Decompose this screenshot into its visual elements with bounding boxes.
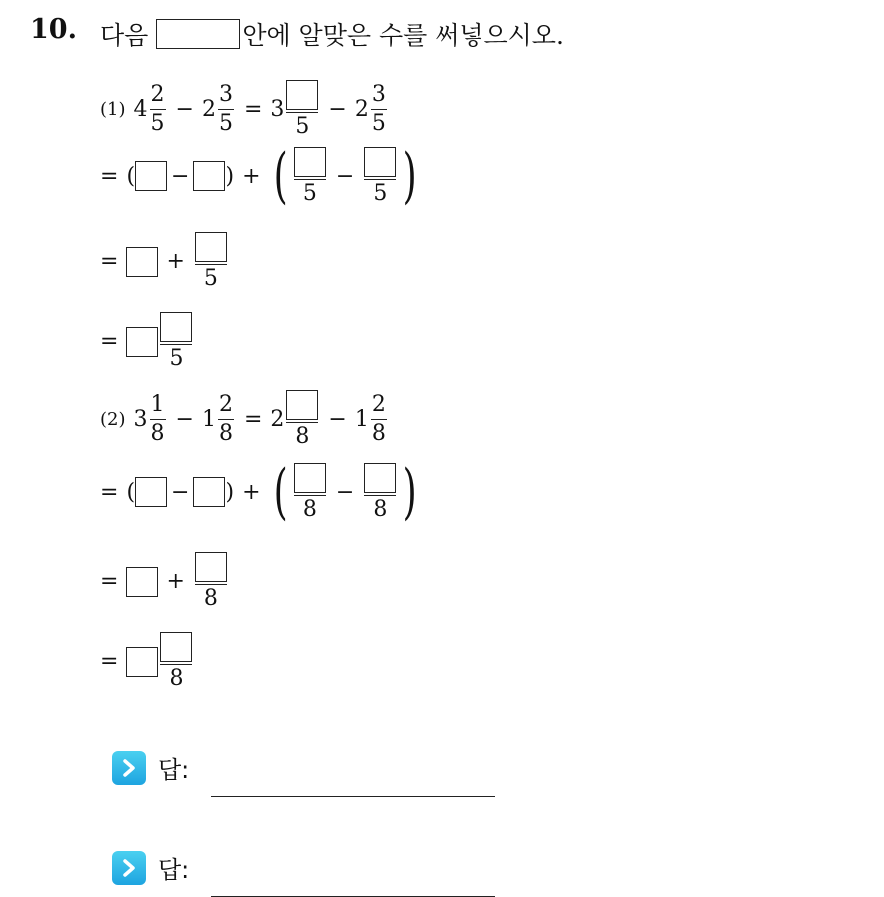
answer-input[interactable]	[211, 766, 495, 797]
answer-label: 답:	[158, 756, 190, 784]
fraction: $\frac{2}{5}$	[150, 82, 165, 136]
answer-row-2	[112, 850, 495, 885]
part1-line1	[100, 80, 389, 139]
question-number: 10.	[30, 14, 77, 45]
part-label: (1)	[100, 99, 126, 120]
fraction: 8	[294, 463, 326, 522]
blank-box[interactable]	[286, 80, 318, 110]
chevron-right-icon	[112, 851, 146, 885]
plus-sign: +	[242, 479, 261, 505]
whole-number: 2	[270, 407, 285, 432]
minus-sign: −	[171, 479, 190, 505]
minus-sign: −	[175, 97, 194, 122]
fraction: 5	[286, 80, 318, 139]
part1-line2	[100, 141, 422, 211]
question-text-after: 안에 알맞은 수를 써넣으시오.	[242, 21, 564, 50]
right-paren: )	[225, 163, 235, 189]
blank-box[interactable]	[156, 19, 240, 49]
answer-input[interactable]	[211, 866, 495, 897]
blank-box[interactable]	[160, 312, 192, 342]
whole-number: 2	[201, 97, 216, 122]
blank-box[interactable]	[294, 147, 326, 177]
whole-number: 1	[354, 407, 369, 432]
right-paren-large: )	[403, 457, 418, 527]
equals-sign: =	[100, 163, 119, 189]
part2-line3	[100, 552, 229, 611]
chevron-right-icon	[112, 751, 146, 785]
equals-sign: =	[243, 97, 263, 122]
plus-sign: +	[242, 163, 261, 189]
right-paren: )	[225, 479, 235, 505]
minus-sign: −	[171, 163, 190, 189]
fraction: 5	[160, 312, 192, 371]
plus-sign: +	[166, 569, 185, 594]
fraction: $\frac{1}{8}$	[150, 392, 165, 446]
fraction: $\frac{2}{8}$	[371, 392, 386, 446]
blank-box[interactable]	[135, 477, 167, 507]
fraction: 8	[195, 552, 227, 611]
left-paren: (	[126, 163, 136, 189]
fraction: 5	[364, 147, 396, 206]
whole-number: 3	[270, 97, 285, 122]
part1-line4	[100, 312, 194, 371]
blank-box[interactable]	[126, 327, 158, 357]
left-paren: (	[126, 479, 136, 505]
equals-sign: =	[100, 479, 119, 505]
fraction: 5	[294, 147, 326, 206]
answer-row-1	[112, 750, 495, 785]
minus-sign: −	[175, 407, 194, 432]
part2-line2	[100, 457, 422, 527]
blank-box[interactable]	[126, 247, 158, 277]
part2-line1	[100, 390, 389, 449]
whole-number: 2	[354, 97, 369, 122]
part1-line3	[100, 232, 229, 291]
fraction: 5	[195, 232, 227, 291]
answer-label: 답:	[158, 856, 190, 884]
blank-box[interactable]	[294, 463, 326, 493]
blank-box[interactable]	[286, 390, 318, 420]
blank-box[interactable]	[193, 477, 225, 507]
whole-number: 1	[201, 407, 216, 432]
question-text-before: 다음	[100, 21, 149, 50]
equals-sign: =	[243, 407, 263, 432]
part2-line4	[100, 632, 194, 691]
minus-sign: −	[328, 97, 347, 122]
blank-box[interactable]	[126, 567, 158, 597]
fraction: $\frac{3}{5}$	[371, 82, 386, 136]
fraction: 8	[160, 632, 192, 691]
fraction: 8	[364, 463, 396, 522]
equals-sign: =	[100, 569, 119, 594]
blank-box[interactable]	[364, 463, 396, 493]
blank-box[interactable]	[126, 647, 158, 677]
blank-box[interactable]	[364, 147, 396, 177]
blank-box[interactable]	[160, 632, 192, 662]
plus-sign: +	[166, 249, 185, 274]
minus-sign: −	[335, 163, 355, 189]
fraction: $\frac{2}{8}$	[218, 392, 233, 446]
fraction: $\frac{3}{5}$	[218, 82, 233, 136]
left-paren-large: (	[273, 457, 288, 527]
blank-box[interactable]	[195, 552, 227, 582]
question-text	[100, 16, 564, 52]
equals-sign: =	[100, 249, 119, 274]
whole-number: 4	[133, 97, 148, 122]
blank-box[interactable]	[135, 161, 167, 191]
part-label: (2)	[100, 409, 126, 430]
equals-sign: =	[100, 329, 119, 354]
blank-box[interactable]	[193, 161, 225, 191]
left-paren-large: (	[273, 141, 288, 211]
minus-sign: −	[328, 407, 347, 432]
right-paren-large: )	[403, 141, 418, 211]
blank-box[interactable]	[195, 232, 227, 262]
whole-number: 3	[133, 407, 148, 432]
fraction: 8	[286, 390, 318, 449]
minus-sign: −	[335, 479, 355, 505]
equals-sign: =	[100, 649, 119, 674]
